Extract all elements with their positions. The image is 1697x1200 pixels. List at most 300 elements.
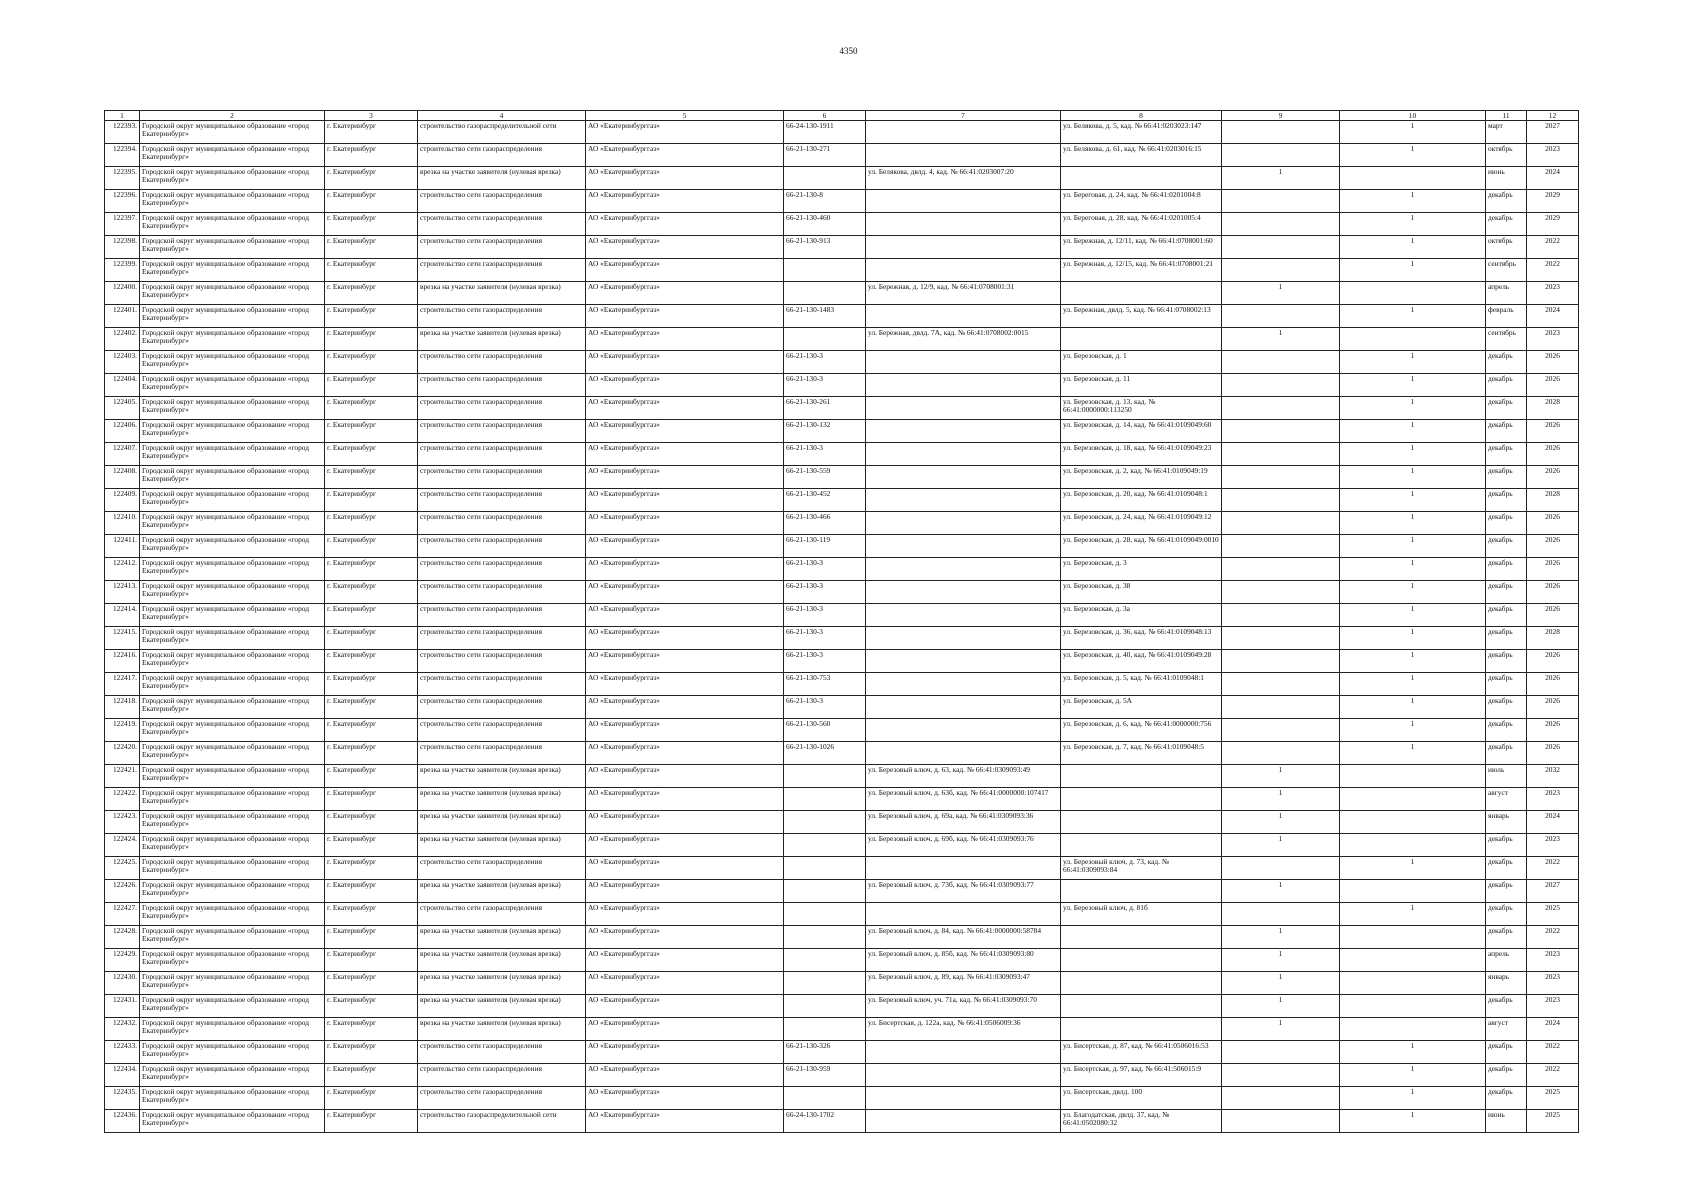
cell-network-address: ул. Бисертская, д. 97, кад. № 66:41:506015:9: [1061, 1064, 1222, 1087]
cell-locality: г. Екатеринбург: [325, 581, 418, 604]
table-row: [105, 535, 1579, 558]
cell-connection-address: [866, 121, 1061, 144]
cell-year: 2026: [1527, 673, 1579, 696]
cell-connection-address: ул. Березовый ключ, д. 63, кад. № 66:41:0309093:49: [866, 765, 1061, 788]
cell-organization: АО «Екатеринбурггаз»: [586, 512, 784, 535]
cell-municipality: Городской округ муниципальное образование «город Екатеринбург»: [140, 696, 325, 719]
cell-locality: г. Екатеринбург: [325, 604, 418, 627]
cell-municipality: Городской округ муниципальное образование «город Екатеринбург»: [140, 604, 325, 627]
cell-network-address: ул. Бережная, двлд. 5, кад. № 66:41:0708002:13: [1061, 305, 1222, 328]
cell-row-number: 122409.: [105, 489, 140, 512]
cell-locality: г. Екатеринбург: [325, 121, 418, 144]
table-row: [105, 351, 1579, 374]
table-row: [105, 742, 1579, 765]
column-header-6: 6: [784, 111, 866, 121]
cell-locality: г. Екатеринбург: [325, 1041, 418, 1064]
table-row: [105, 213, 1579, 236]
cell-row-number: 122432.: [105, 1018, 140, 1041]
cell-count-b: 1: [1340, 535, 1486, 558]
cell-year: 2023: [1527, 949, 1579, 972]
cell-row-number: 122429.: [105, 949, 140, 972]
cell-organization: АО «Екатеринбурггаз»: [586, 489, 784, 512]
cell-work-type: врезка на участке заявителя (нулевая врезка): [418, 1018, 586, 1041]
cell-connection-address: [866, 1110, 1061, 1133]
table-row: [105, 627, 1579, 650]
cell-row-number: 122426.: [105, 880, 140, 903]
cell-municipality: Городской округ муниципальное образование «город Екатеринбург»: [140, 1110, 325, 1133]
cell-municipality: Городской округ муниципальное образование «город Екатеринбург»: [140, 719, 325, 742]
cell-count-a: 1: [1222, 811, 1340, 834]
cell-work-type: строительство сети газораспределения: [418, 489, 586, 512]
cell-work-type: врезка на участке заявителя (нулевая врезка): [418, 949, 586, 972]
cell-year: 2026: [1527, 351, 1579, 374]
cell-organization: АО «Екатеринбурггаз»: [586, 857, 784, 880]
cell-year: 2027: [1527, 121, 1579, 144]
cell-row-number: 122407.: [105, 443, 140, 466]
cell-row-number: 122435.: [105, 1087, 140, 1110]
cell-year: 2024: [1527, 305, 1579, 328]
cell-count-a: [1222, 489, 1340, 512]
cell-count-b: 1: [1340, 397, 1486, 420]
cell-month: декабрь: [1486, 650, 1527, 673]
table-row: [105, 1041, 1579, 1064]
cell-year: 2024: [1527, 811, 1579, 834]
cell-row-number: 122397.: [105, 213, 140, 236]
cell-count-a: [1222, 374, 1340, 397]
cell-locality: г. Екатеринбург: [325, 1087, 418, 1110]
cell-organization: АО «Екатеринбурггаз»: [586, 1064, 784, 1087]
cell-network-address: ул. Березовская, д. 14, кад. № 66:41:0109049:60: [1061, 420, 1222, 443]
cell-month: декабрь: [1486, 374, 1527, 397]
column-header-11: 11: [1486, 111, 1527, 121]
cell-row-number: 122431.: [105, 995, 140, 1018]
cell-year: 2027: [1527, 880, 1579, 903]
cell-work-type: врезка на участке заявителя (нулевая врезка): [418, 167, 586, 190]
cell-work-type: врезка на участке заявителя (нулевая врезка): [418, 765, 586, 788]
cell-count-a: [1222, 397, 1340, 420]
cell-count-a: [1222, 673, 1340, 696]
cell-network-address: [1061, 834, 1222, 857]
cell-count-b: 1: [1340, 742, 1486, 765]
cell-work-type: строительство сети газораспределения: [418, 1087, 586, 1110]
cell-row-number: 122401.: [105, 305, 140, 328]
cell-connection-address: [866, 190, 1061, 213]
cell-locality: г. Екатеринбург: [325, 351, 418, 374]
cell-count-a: [1222, 1110, 1340, 1133]
cell-organization: АО «Екатеринбурггаз»: [586, 351, 784, 374]
table-row: [105, 282, 1579, 305]
cell-registry-number: [784, 926, 866, 949]
column-header-5: 5: [586, 111, 784, 121]
cell-year: 2022: [1527, 857, 1579, 880]
cell-locality: г. Екатеринбург: [325, 167, 418, 190]
table-row: [105, 144, 1579, 167]
cell-count-b: [1340, 788, 1486, 811]
cell-year: 2024: [1527, 1018, 1579, 1041]
cell-count-a: [1222, 604, 1340, 627]
cell-registry-number: [784, 765, 866, 788]
cell-count-a: [1222, 443, 1340, 466]
table-row: [105, 236, 1579, 259]
table-row: [105, 259, 1579, 282]
cell-count-b: [1340, 926, 1486, 949]
cell-registry-number: 66-21-130-3: [784, 351, 866, 374]
cell-year: 2026: [1527, 558, 1579, 581]
cell-work-type: врезка на участке заявителя (нулевая врезка): [418, 834, 586, 857]
cell-registry-number: 66-21-130-8: [784, 190, 866, 213]
cell-network-address: [1061, 328, 1222, 351]
cell-locality: г. Екатеринбург: [325, 512, 418, 535]
cell-municipality: Городской округ муниципальное образование «город Екатеринбург»: [140, 144, 325, 167]
cell-count-b: 1: [1340, 857, 1486, 880]
cell-month: сентябрь: [1486, 259, 1527, 282]
cell-count-b: 1: [1340, 512, 1486, 535]
cell-registry-number: [784, 282, 866, 305]
cell-count-a: 1: [1222, 972, 1340, 995]
table-row: [105, 489, 1579, 512]
cell-municipality: Городской округ муниципальное образование «город Екатеринбург»: [140, 972, 325, 995]
cell-count-b: 1: [1340, 259, 1486, 282]
cell-count-b: 1: [1340, 374, 1486, 397]
cell-registry-number: 66-21-130-452: [784, 489, 866, 512]
cell-month: декабрь: [1486, 673, 1527, 696]
cell-organization: АО «Екатеринбурггаз»: [586, 926, 784, 949]
cell-connection-address: ул. Березовый ключ, уч. 71а, кад. № 66:41:0309093:70: [866, 995, 1061, 1018]
cell-year: 2026: [1527, 374, 1579, 397]
cell-locality: г. Екатеринбург: [325, 972, 418, 995]
cell-year: 2022: [1527, 236, 1579, 259]
cell-locality: г. Екатеринбург: [325, 259, 418, 282]
cell-organization: АО «Екатеринбурггаз»: [586, 236, 784, 259]
cell-count-b: 1: [1340, 1110, 1486, 1133]
cell-row-number: 122394.: [105, 144, 140, 167]
cell-work-type: строительство сети газораспределения: [418, 857, 586, 880]
table-row: [105, 857, 1579, 880]
cell-count-a: 1: [1222, 834, 1340, 857]
cell-count-b: 1: [1340, 443, 1486, 466]
cell-connection-address: ул. Березовый ключ, д. 89, кад. № 66:41:0309093:47: [866, 972, 1061, 995]
cell-connection-address: [866, 742, 1061, 765]
table-row: [105, 972, 1579, 995]
cell-registry-number: [784, 857, 866, 880]
cell-work-type: врезка на участке заявителя (нулевая врезка): [418, 972, 586, 995]
cell-count-b: [1340, 995, 1486, 1018]
cell-count-b: 1: [1340, 236, 1486, 259]
cell-count-b: [1340, 811, 1486, 834]
table-row: [105, 1110, 1579, 1133]
cell-organization: АО «Екатеринбурггаз»: [586, 328, 784, 351]
cell-municipality: Городской округ муниципальное образование «город Екатеринбург»: [140, 305, 325, 328]
cell-month: июнь: [1486, 167, 1527, 190]
cell-locality: г. Екатеринбург: [325, 811, 418, 834]
cell-registry-number: 66-21-130-326: [784, 1041, 866, 1064]
cell-municipality: Городской округ муниципальное образование «город Екатеринбург»: [140, 673, 325, 696]
cell-municipality: Городской округ муниципальное образование «город Екатеринбург»: [140, 489, 325, 512]
column-header-1: 1: [105, 111, 140, 121]
cell-connection-address: [866, 650, 1061, 673]
cell-year: 2032: [1527, 765, 1579, 788]
cell-network-address: [1061, 167, 1222, 190]
cell-count-b: 1: [1340, 627, 1486, 650]
cell-month: декабрь: [1486, 857, 1527, 880]
cell-month: декабрь: [1486, 627, 1527, 650]
cell-network-address: [1061, 972, 1222, 995]
cell-locality: г. Екатеринбург: [325, 995, 418, 1018]
cell-count-a: 1: [1222, 167, 1340, 190]
cell-municipality: Городской округ муниципальное образование «город Екатеринбург»: [140, 213, 325, 236]
cell-network-address: ул. Бережная, д. 12/11, кад. № 66:41:0708001:60: [1061, 236, 1222, 259]
cell-municipality: Городской округ муниципальное образование «город Екатеринбург»: [140, 995, 325, 1018]
cell-connection-address: ул. Бережная, двлд. 7А, кад. № 66:41:0708002:0015: [866, 328, 1061, 351]
cell-connection-address: [866, 581, 1061, 604]
column-header-2: 2: [140, 111, 325, 121]
cell-organization: АО «Екатеринбурггаз»: [586, 972, 784, 995]
cell-count-a: [1222, 535, 1340, 558]
cell-locality: г. Екатеринбург: [325, 190, 418, 213]
cell-network-address: ул. Березовская, д. 3: [1061, 558, 1222, 581]
table-row: [105, 903, 1579, 926]
cell-count-a: [1222, 627, 1340, 650]
cell-network-address: ул. Березовская, д. 28, кад. № 66:41:0109049:0010: [1061, 535, 1222, 558]
cell-locality: г. Екатеринбург: [325, 880, 418, 903]
cell-municipality: Городской округ муниципальное образование «город Екатеринбург»: [140, 1018, 325, 1041]
cell-registry-number: [784, 167, 866, 190]
cell-month: апрель: [1486, 282, 1527, 305]
cell-municipality: Городской округ муниципальное образование «город Екатеринбург»: [140, 282, 325, 305]
cell-year: 2023: [1527, 972, 1579, 995]
cell-row-number: 122422.: [105, 788, 140, 811]
cell-connection-address: [866, 374, 1061, 397]
cell-municipality: Городской округ муниципальное образование «город Екатеринбург»: [140, 765, 325, 788]
cell-work-type: строительство сети газораспределения: [418, 650, 586, 673]
cell-network-address: [1061, 788, 1222, 811]
cell-row-number: 122434.: [105, 1064, 140, 1087]
cell-work-type: строительство сети газораспределения: [418, 259, 586, 282]
cell-connection-address: [866, 236, 1061, 259]
cell-year: 2026: [1527, 650, 1579, 673]
cell-registry-number: 66-21-130-3: [784, 374, 866, 397]
cell-locality: г. Екатеринбург: [325, 328, 418, 351]
cell-count-a: [1222, 236, 1340, 259]
cell-month: декабрь: [1486, 581, 1527, 604]
cell-year: 2028: [1527, 397, 1579, 420]
cell-month: декабрь: [1486, 926, 1527, 949]
cell-month: декабрь: [1486, 558, 1527, 581]
table-row: [105, 374, 1579, 397]
cell-network-address: ул. Благодатская, двлд. 37, кад. № 66:41:0502080:32: [1061, 1110, 1222, 1133]
cell-registry-number: 66-21-130-1483: [784, 305, 866, 328]
cell-locality: г. Екатеринбург: [325, 949, 418, 972]
cell-year: 2026: [1527, 604, 1579, 627]
table-row: [105, 788, 1579, 811]
cell-locality: г. Екатеринбург: [325, 489, 418, 512]
cell-row-number: 122430.: [105, 972, 140, 995]
cell-network-address: ул. Березовская, д. 6, кад. № 66:41:0000000:756: [1061, 719, 1222, 742]
cell-count-a: 1: [1222, 926, 1340, 949]
cell-count-a: [1222, 144, 1340, 167]
cell-row-number: 122425.: [105, 857, 140, 880]
cell-locality: г. Екатеринбург: [325, 397, 418, 420]
cell-row-number: 122411.: [105, 535, 140, 558]
cell-count-b: 1: [1340, 420, 1486, 443]
cell-connection-address: ул. Березовый ключ, д. 85б, кад. № 66:41:0309093:80: [866, 949, 1061, 972]
cell-connection-address: ул. Березовый ключ, д. 63б, кад. № 66:41:0000000:107417: [866, 788, 1061, 811]
cell-month: декабрь: [1486, 397, 1527, 420]
cell-municipality: Городской округ муниципальное образование «город Екатеринбург»: [140, 236, 325, 259]
cell-locality: г. Екатеринбург: [325, 144, 418, 167]
cell-network-address: ул. Березовская, д. 24, кад. № 66:41:0109049:12: [1061, 512, 1222, 535]
cell-organization: АО «Екатеринбурггаз»: [586, 788, 784, 811]
cell-connection-address: ул. Березовый ключ, д. 84, кад. № 66:41:0000000:58784: [866, 926, 1061, 949]
cell-work-type: строительство сети газораспределения: [418, 420, 586, 443]
cell-organization: АО «Екатеринбурггаз»: [586, 443, 784, 466]
cell-locality: г. Екатеринбург: [325, 627, 418, 650]
cell-row-number: 122402.: [105, 328, 140, 351]
cell-count-a: [1222, 857, 1340, 880]
cell-count-b: [1340, 282, 1486, 305]
table-row: [105, 466, 1579, 489]
cell-registry-number: [784, 834, 866, 857]
cell-year: 2023: [1527, 144, 1579, 167]
cell-work-type: строительство сети газораспределения: [418, 351, 586, 374]
cell-connection-address: [866, 627, 1061, 650]
cell-month: март: [1486, 121, 1527, 144]
cell-registry-number: 66-21-130-3: [784, 696, 866, 719]
cell-locality: г. Екатеринбург: [325, 926, 418, 949]
column-header-4: 4: [418, 111, 586, 121]
cell-work-type: строительство сети газораспределения: [418, 719, 586, 742]
cell-network-address: ул. Белякова, д. 61, кад. № 66:41:0203016:15: [1061, 144, 1222, 167]
cell-month: июль: [1486, 765, 1527, 788]
cell-count-a: 1: [1222, 765, 1340, 788]
cell-month: декабрь: [1486, 1041, 1527, 1064]
cell-year: 2022: [1527, 926, 1579, 949]
cell-organization: АО «Екатеринбурггаз»: [586, 1041, 784, 1064]
cell-year: 2022: [1527, 1041, 1579, 1064]
cell-month: декабрь: [1486, 1064, 1527, 1087]
cell-work-type: врезка на участке заявителя (нулевая врезка): [418, 282, 586, 305]
cell-municipality: Городской округ муниципальное образование «город Екатеринбург»: [140, 788, 325, 811]
cell-network-address: ул. Березовская, д. 5, кад. № 66:41:0109048:1: [1061, 673, 1222, 696]
cell-registry-number: 66-21-130-271: [784, 144, 866, 167]
cell-organization: АО «Екатеринбурггаз»: [586, 282, 784, 305]
cell-locality: г. Екатеринбург: [325, 443, 418, 466]
cell-month: декабрь: [1486, 1087, 1527, 1110]
cell-municipality: Городской округ муниципальное образование «город Екатеринбург»: [140, 650, 325, 673]
cell-count-b: 1: [1340, 673, 1486, 696]
cell-network-address: ул. Белякова, д. 5, кад. № 66:41:0203023:147: [1061, 121, 1222, 144]
cell-locality: г. Екатеринбург: [325, 305, 418, 328]
cell-registry-number: [784, 880, 866, 903]
column-header-9: 9: [1222, 111, 1340, 121]
cell-month: декабрь: [1486, 995, 1527, 1018]
cell-month: сентябрь: [1486, 328, 1527, 351]
cell-row-number: 122400.: [105, 282, 140, 305]
cell-count-a: [1222, 1087, 1340, 1110]
table-row: [105, 949, 1579, 972]
cell-count-b: 1: [1340, 144, 1486, 167]
column-header-8: 8: [1061, 111, 1222, 121]
cell-count-a: 1: [1222, 880, 1340, 903]
cell-locality: г. Екатеринбург: [325, 213, 418, 236]
cell-work-type: строительство сети газораспределения: [418, 512, 586, 535]
cell-locality: г. Екатеринбург: [325, 466, 418, 489]
cell-row-number: 122404.: [105, 374, 140, 397]
header-row: [105, 111, 1579, 121]
cell-registry-number: 66-21-130-1026: [784, 742, 866, 765]
cell-work-type: врезка на участке заявителя (нулевая врезка): [418, 880, 586, 903]
cell-month: декабрь: [1486, 696, 1527, 719]
cell-organization: АО «Екатеринбурггаз»: [586, 627, 784, 650]
cell-organization: АО «Екатеринбурггаз»: [586, 535, 784, 558]
cell-locality: г. Екатеринбург: [325, 788, 418, 811]
cell-work-type: строительство сети газораспределения: [418, 604, 586, 627]
cell-month: декабрь: [1486, 351, 1527, 374]
cell-work-type: строительство сети газораспределения: [418, 397, 586, 420]
cell-work-type: строительство сети газораспределения: [418, 213, 586, 236]
cell-count-b: 1: [1340, 305, 1486, 328]
cell-month: декабрь: [1486, 190, 1527, 213]
cell-month: январь: [1486, 972, 1527, 995]
cell-registry-number: [784, 788, 866, 811]
cell-year: 2026: [1527, 719, 1579, 742]
table-row: [105, 581, 1579, 604]
table-row: [105, 834, 1579, 857]
cell-row-number: 122395.: [105, 167, 140, 190]
cell-connection-address: [866, 213, 1061, 236]
cell-network-address: ул. Березовская, д. 38: [1061, 581, 1222, 604]
cell-locality: г. Екатеринбург: [325, 742, 418, 765]
cell-registry-number: 66-21-130-3: [784, 443, 866, 466]
cell-connection-address: [866, 259, 1061, 282]
cell-year: 2023: [1527, 282, 1579, 305]
cell-year: 2026: [1527, 581, 1579, 604]
cell-work-type: строительство сети газораспределения: [418, 305, 586, 328]
cell-network-address: ул. Березовская, д. 40, кад. № 66:41:0109049:28: [1061, 650, 1222, 673]
cell-locality: г. Екатеринбург: [325, 696, 418, 719]
cell-count-b: [1340, 765, 1486, 788]
cell-registry-number: 66-21-130-261: [784, 397, 866, 420]
cell-year: 2023: [1527, 834, 1579, 857]
cell-work-type: строительство сети газораспределения: [418, 443, 586, 466]
cell-organization: АО «Екатеринбурггаз»: [586, 420, 784, 443]
cell-network-address: ул. Березовый ключ, д. 73, кад. № 66:41:0309093:84: [1061, 857, 1222, 880]
cell-network-address: ул. Бисертская, д. 87, кад. № 66:41:0506016:53: [1061, 1041, 1222, 1064]
cell-municipality: Городской округ муниципальное образование «город Екатеринбург»: [140, 512, 325, 535]
cell-count-b: 1: [1340, 213, 1486, 236]
cell-count-b: [1340, 167, 1486, 190]
cell-work-type: строительство газораспределительной сети: [418, 1110, 586, 1133]
cell-year: 2026: [1527, 443, 1579, 466]
table-row: [105, 420, 1579, 443]
cell-registry-number: 66-21-130-753: [784, 673, 866, 696]
cell-network-address: ул. Березовская, д. 20, кад. № 66:41:0109048:1: [1061, 489, 1222, 512]
cell-registry-number: 66-24-130-1702: [784, 1110, 866, 1133]
cell-network-address: [1061, 949, 1222, 972]
cell-municipality: Городской округ муниципальное образование «город Екатеринбург»: [140, 121, 325, 144]
cell-registry-number: 66-21-130-913: [784, 236, 866, 259]
cell-registry-number: 66-21-130-559: [784, 466, 866, 489]
cell-connection-address: [866, 719, 1061, 742]
table-row: [105, 1018, 1579, 1041]
cell-connection-address: ул. Белякова, двлд. 4, кад. № 66:41:0203007:20: [866, 167, 1061, 190]
cell-locality: г. Екатеринбург: [325, 765, 418, 788]
column-header-7: 7: [866, 111, 1061, 121]
cell-row-number: 122418.: [105, 696, 140, 719]
table-row: [105, 558, 1579, 581]
cell-locality: г. Екатеринбург: [325, 1064, 418, 1087]
cell-connection-address: ул. Бережная, д. 12/9, кад. № 66:41:0708001:31: [866, 282, 1061, 305]
